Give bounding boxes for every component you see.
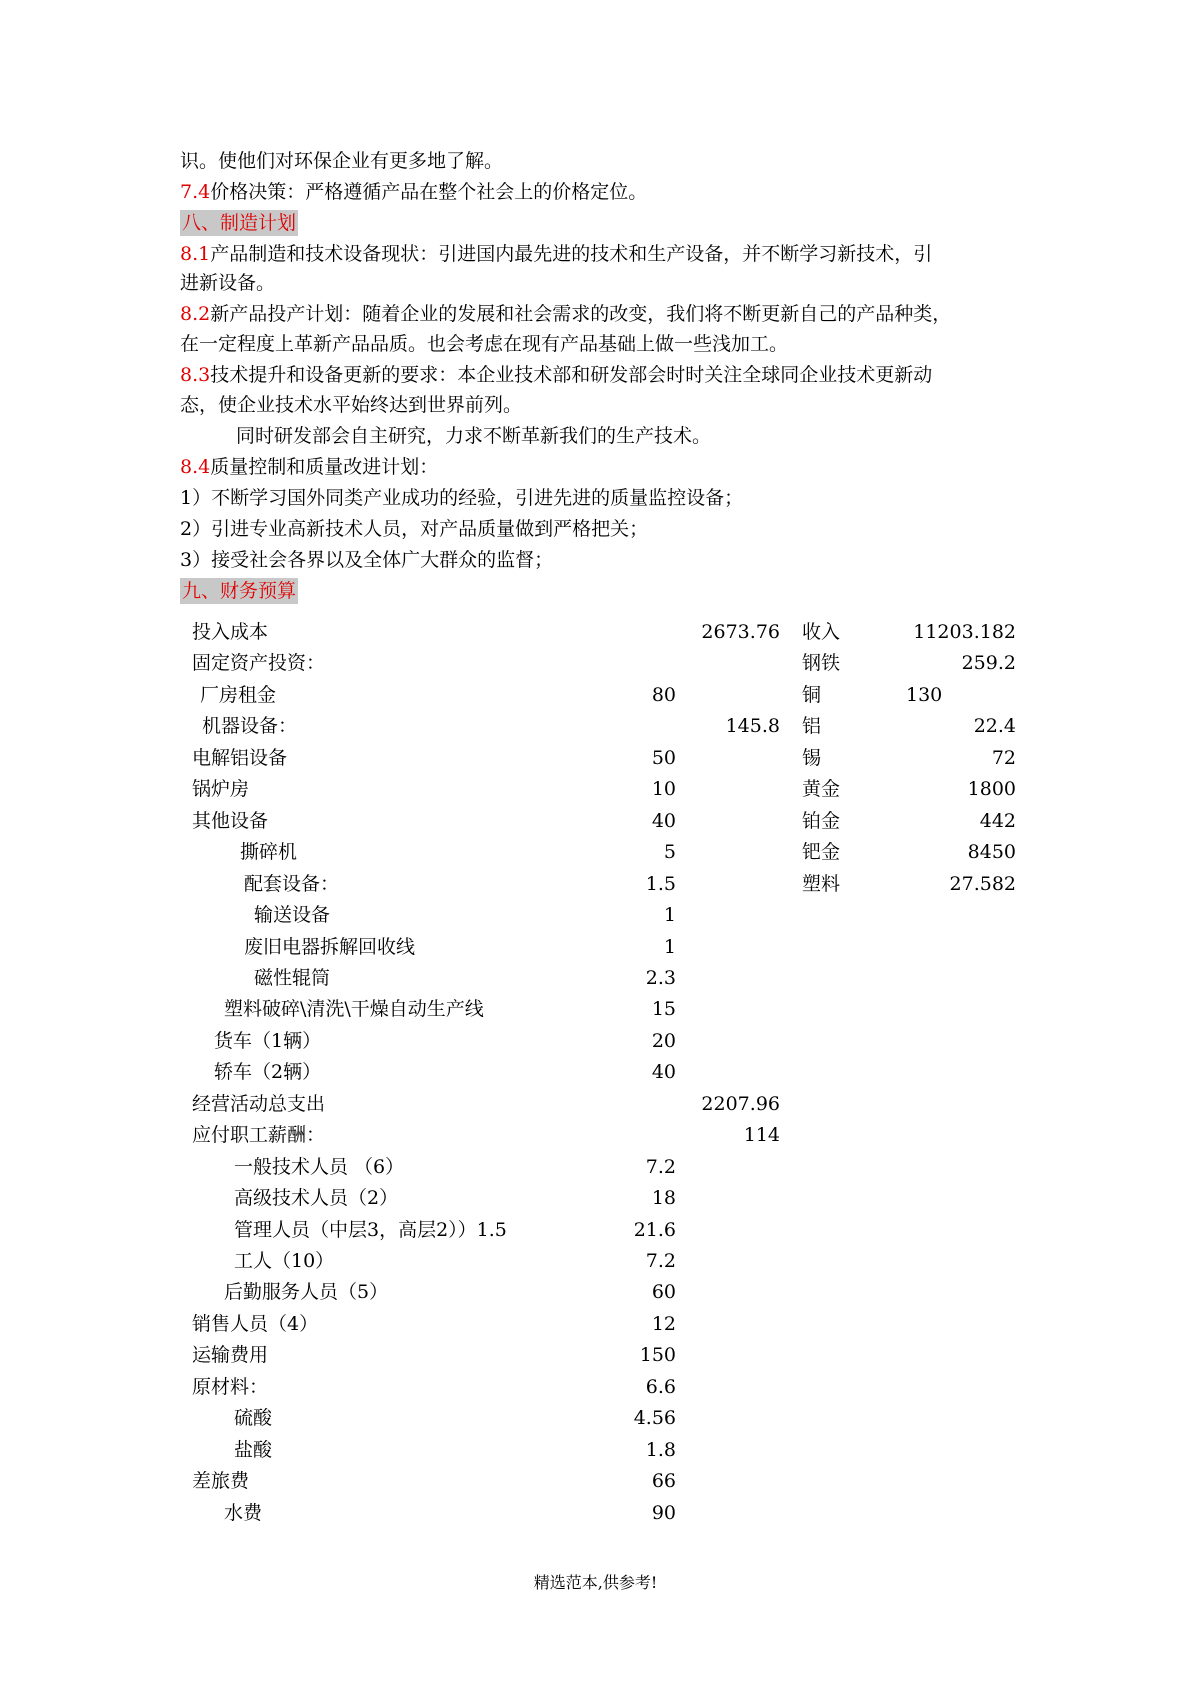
paragraph-text: 新产品投产计划：随着企业的发展和社会需求的改变，我们将不断更新自己的产品种类， [210,303,952,325]
budget-row-total: 145.8 [725,715,780,737]
budget-row-label: 工人（10） [234,1250,335,1272]
budget-row-subvalue: 80 [651,684,676,706]
budget-row-label: 一般技术人员 （6） [234,1156,405,1178]
budget-row-subvalue: 15 [651,998,676,1020]
budget-row-label: 运输费用 [192,1344,269,1366]
budget-row-label: 撕碎机 [240,841,298,863]
section-number: 8.4 [180,456,211,478]
budget-row-subvalue: 20 [651,1030,676,1052]
paragraph-line: 在一定程度上革新产品品质。也会考虑在现有产品基础上做一些浅加工。 [180,333,789,355]
budget-row-label: 高级技术人员（2） [234,1187,399,1209]
budget-row-label: 固定资产投资： [192,652,326,674]
paragraph-text: 质量控制和质量改进计划： [210,456,439,478]
income-label: 黄金 [802,778,841,800]
budget-row-label: 水费 [224,1502,263,1524]
budget-row-subvalue: 40 [651,1061,676,1083]
budget-row-subvalue: 6.6 [645,1376,676,1398]
paragraph-8-1 [180,241,932,267]
budget-row-total: 2673.76 [701,621,780,643]
budget-row-label: 配套设备： [244,873,340,895]
income-value: 1800 [967,778,1016,800]
budget-row-label: 货车（1辆） [214,1030,322,1052]
budget-row-subvalue: 90 [651,1502,676,1524]
budget-row-subvalue: 66 [651,1470,676,1492]
budget-row-subvalue: 1 [663,936,676,958]
budget-row-label: 其他设备 [192,810,269,832]
income-label: 收入 [802,621,841,643]
budget-row-label: 机器设备： [202,715,298,737]
paragraph-8-4 [180,454,438,480]
income-value: 8450 [967,841,1016,863]
budget-row-subvalue: 50 [651,747,676,769]
section-number: 7.4 [180,181,211,203]
income-label: 塑料 [802,873,841,895]
budget-row-label: 电解铝设备 [192,747,288,769]
income-label: 铂金 [802,810,841,832]
income-label: 铜 [802,684,822,706]
section-number: 8.3 [180,364,211,386]
budget-row-subvalue: 1.8 [645,1439,676,1461]
paragraph-line: 态，使企业技术水平始终达到世界前列。 [180,394,523,416]
income-label: 钯金 [802,841,841,863]
income-label: 钢铁 [802,652,841,674]
budget-row-subvalue: 7.2 [645,1250,676,1272]
budget-row-subvalue: 40 [651,810,676,832]
budget-row-subvalue: 1 [663,904,676,926]
list-item: 2）引进专业高新技术人员，对产品质量做到严格把关； [180,518,649,540]
budget-row-label: 销售人员（4） [192,1313,319,1335]
paragraph-text: 技术提升和设备更新的要求：本企业技术部和研发部会时时关注全球同企业技术更新动 [210,364,933,386]
budget-row-subvalue: 150 [639,1344,676,1366]
section-heading-8: 八、制造计划 [182,212,297,234]
income-value: 72 [991,747,1016,769]
budget-row-subvalue: 10 [651,778,676,800]
paragraph-line: 同时研发部会自主研究，力求不断革新我们的生产技术。 [236,425,712,447]
budget-row-subvalue: 18 [651,1187,676,1209]
list-item: 3）接受社会各界以及全体广大群众的监督； [180,549,554,571]
budget-row-subvalue: 1.5 [645,873,676,895]
paragraph-line: 识。使他们对环保企业有更多地了解。 [180,150,504,172]
income-label: 铝 [802,715,822,737]
budget-row-subvalue: 5 [663,841,676,863]
paragraph-7-4 [180,179,647,205]
budget-row-label: 锅炉房 [192,778,250,800]
budget-row-subvalue: 4.56 [633,1407,676,1429]
budget-row-label: 投入成本 [192,621,269,643]
budget-row-label: 差旅费 [192,1470,250,1492]
budget-row-total: 114 [743,1124,780,1146]
budget-row-label: 管理人员（中层3，高层2））1.5 [234,1219,507,1241]
income-value: 442 [979,810,1016,832]
section-heading-9: 九、财务预算 [182,580,297,602]
section-number: 8.2 [180,303,211,325]
budget-row-label: 原材料： [192,1376,269,1398]
budget-row-label: 盐酸 [234,1439,273,1461]
page-footer: 精选范本,供参考! [533,1573,658,1592]
budget-row-label: 磁性辊筒 [254,967,331,989]
income-label: 锡 [802,747,822,769]
paragraph-text: 产品制造和技术设备现状：引进国内最先进的技术和生产设备，并不断学习新技术，引 [210,243,933,265]
income-value: 27.582 [949,873,1016,895]
income-value: 259.2 [961,652,1016,674]
budget-row-label: 经营活动总支出 [192,1093,326,1115]
section-number: 8.1 [180,243,211,265]
income-value: 11203.182 [913,621,1016,643]
paragraph-8-2 [180,301,951,327]
budget-row-label: 输送设备 [254,904,331,926]
budget-row-subvalue: 7.2 [645,1156,676,1178]
budget-row-label: 轿车（2辆） [214,1061,322,1083]
budget-row-label: 应付职工薪酬： [192,1124,326,1146]
paragraph-line: 进新设备。 [180,272,276,294]
budget-row-total: 2207.96 [701,1093,780,1115]
budget-row-label: 厂房租金 [200,684,277,706]
list-item: 1）不断学习国外同类产业成功的经验，引进先进的质量监控设备； [180,487,744,509]
income-value: 130 [906,684,943,706]
budget-row-subvalue: 2.3 [645,967,676,989]
paragraph-text: 价格决策：严格遵循产品在整个社会上的价格定位。 [210,181,648,203]
budget-row-label: 后勤服务人员（5） [224,1281,389,1303]
budget-row-subvalue: 12 [651,1313,676,1335]
budget-row-subvalue: 21.6 [633,1219,676,1241]
paragraph-8-3 [180,362,932,388]
income-value: 22.4 [973,715,1016,737]
budget-row-subvalue: 60 [651,1281,676,1303]
budget-row-label: 硫酸 [234,1407,273,1429]
budget-row-label: 废旧电器拆解回收线 [244,936,416,958]
budget-row-label: 塑料破碎\清洗\干燥自动生产线 [224,998,484,1020]
